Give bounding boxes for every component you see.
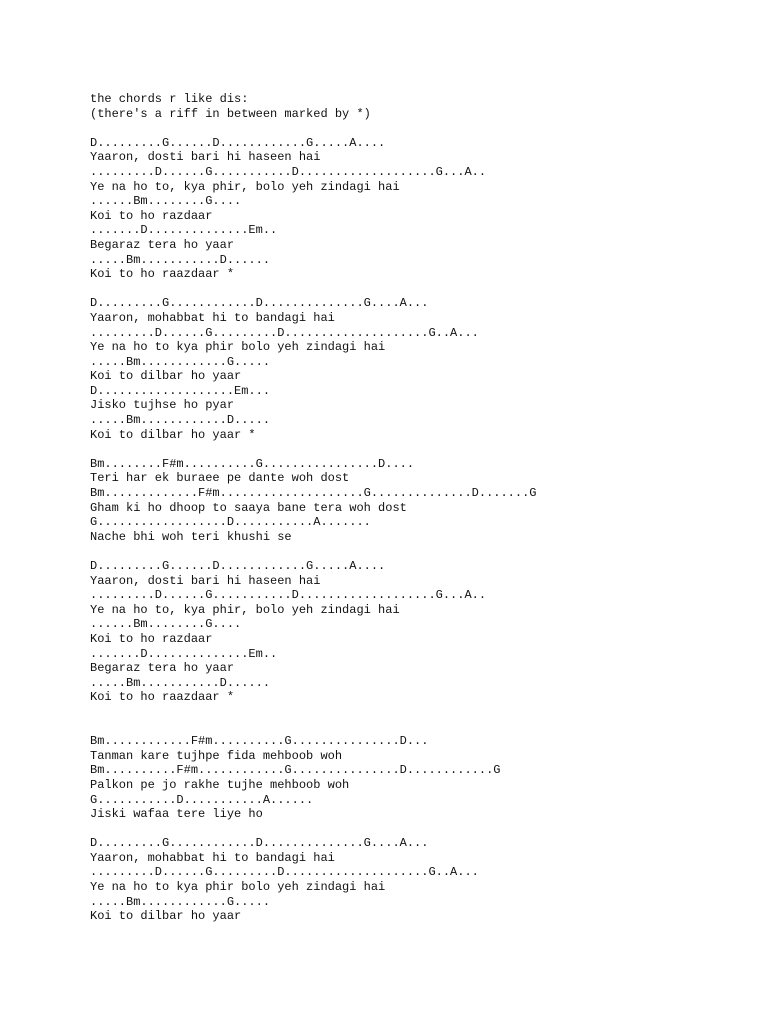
chord-line: .....Bm...........D...... — [90, 252, 271, 267]
chord-line: .....Bm............D..... — [90, 413, 271, 428]
chord-line: Bm..........F#m............G...............D............G — [90, 763, 501, 778]
blank-line — [90, 822, 750, 837]
chord-line: D.........G......D............G.....A.... — [90, 135, 386, 150]
lyric-line: Koi to dilbar ho yaar * — [90, 427, 256, 442]
lyric-line: Yaaron, dosti bari hi haseen hai — [90, 573, 321, 588]
lyric-line: Koi to ho razdaar — [90, 208, 213, 223]
lyric-line: Koi to dilbar ho yaar — [90, 369, 242, 384]
lyric-line: Begaraz tera ho yaar — [90, 661, 235, 676]
lyric-line: Ye na ho to kya phir bolo yeh zindagi hai — [90, 880, 386, 895]
chord-line: Bm............F#m..........G...............D... — [90, 734, 429, 749]
chord-line: .....Bm...........D...... — [90, 675, 271, 690]
chord-line: .........D......G.........D....................G..A... — [90, 865, 479, 880]
chord-line: D.........G......D............G.....A.... — [90, 559, 386, 573]
intro-note-line: (there's a riff in between marked by *) — [90, 106, 371, 121]
chord-line: D...................Em... — [90, 383, 271, 398]
chord-line: .....Bm............G..... — [90, 894, 271, 909]
chord-line: ......Bm........G.... — [90, 194, 242, 209]
lyric-line: Jisko tujhse ho pyar — [90, 398, 235, 413]
lyric-line: Gham ki ho dhoop to saaya bane tera woh dost — [90, 500, 407, 515]
intro-line: the chords r like dis: — [90, 92, 249, 106]
lyric-line: Koi to ho raazdaar * — [90, 267, 235, 282]
blank-line — [90, 544, 750, 559]
chord-line: .........D......G...........D...................G...A.. — [90, 164, 487, 179]
lyric-line: Ye na ho to kya phir bolo yeh zindagi hai — [90, 340, 386, 355]
lyric-line: Begaraz tera ho yaar — [90, 237, 235, 252]
chord-line: G..................D...........A....... — [90, 515, 371, 530]
chord-sheet — [90, 92, 750, 924]
chord-line: G...........D...........A...... — [90, 792, 314, 807]
lyric-line: Teri har ek buraee pe dante woh dost — [90, 471, 350, 486]
chord-line: .......D..............Em.. — [90, 646, 278, 661]
lyric-line: Ye na ho to, kya phir, bolo yeh zindagi hai — [90, 179, 400, 194]
chord-line: .....Bm............G..... — [90, 354, 271, 369]
blank-line — [90, 720, 750, 735]
chord-line: D.........G............D..............G....A... — [90, 296, 429, 311]
lyric-line: Jiski wafaa tere liye ho — [90, 807, 263, 822]
lyric-line: Koi to dilbar ho yaar — [90, 909, 242, 924]
lyric-line: Yaaron, mohabbat hi to bandagi hai — [90, 850, 335, 865]
blank-line — [90, 442, 750, 457]
lyric-line: Yaaron, mohabbat hi to bandagi hai — [90, 310, 335, 325]
lyric-line: Koi to ho raazdaar * — [90, 690, 235, 705]
lyric-line: Yaaron, dosti bari hi haseen hai — [90, 150, 321, 165]
chord-line: Bm.............F#m....................G..............D.......G — [90, 486, 537, 501]
chord-line: .........D......G...........D...................G...A.. — [90, 588, 487, 603]
chord-line: D.........G............D..............G....A... — [90, 836, 429, 851]
blank-line — [90, 121, 750, 136]
lyric-line: Tanman kare tujhpe fida mehboob woh — [90, 748, 343, 763]
chord-line: Bm........F#m..........G................D.... — [90, 456, 415, 471]
lyric-line: Ye na ho to, kya phir, bolo yeh zindagi hai — [90, 602, 400, 617]
lyric-line: Palkon pe jo rakhe tujhe mehboob woh — [90, 777, 350, 792]
blank-line — [90, 705, 750, 720]
chord-line: .........D......G.........D....................G..A... — [90, 325, 479, 340]
chord-line: ......Bm........G.... — [90, 617, 242, 632]
chord-line: .......D..............Em.. — [90, 223, 278, 238]
lyric-line: Nache bhi woh teri khushi se — [90, 529, 292, 544]
lyric-line: Koi to ho razdaar — [90, 631, 213, 646]
blank-line — [90, 282, 750, 297]
